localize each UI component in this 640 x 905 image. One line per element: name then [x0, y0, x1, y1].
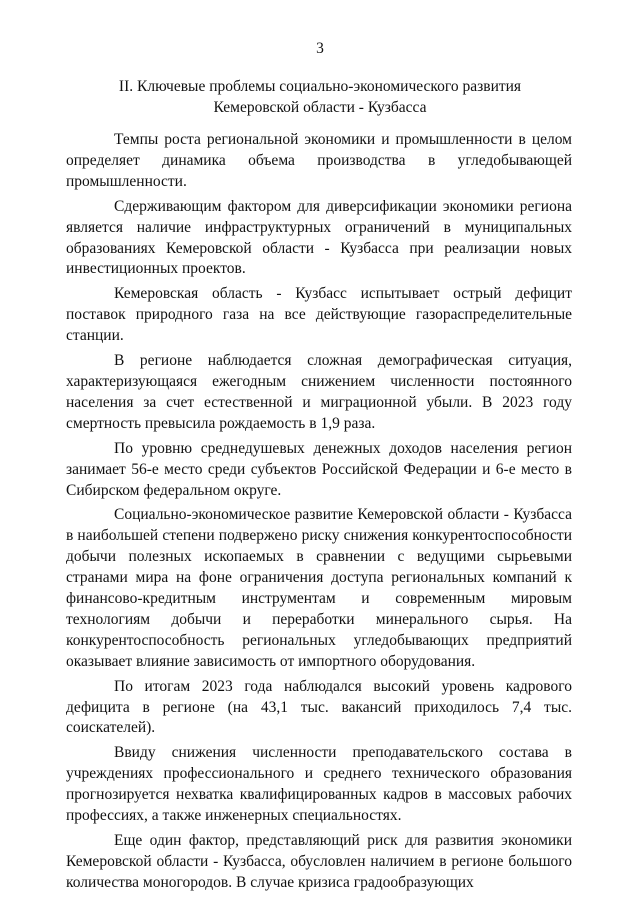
paragraph: Ввиду снижения численности преподавательского состава в учреждениях профессионального и среднего технического образования прогнозируется нехватка квалифицированных кадров в массовых рабочих профессиях, а также инженерных специальностях.	[66, 744, 572, 825]
paragraph: По итогам 2023 года наблюдался высокий уровень кадрового дефицита в регионе (на 43,1 тыс. вакансий приходилось 7,4 тыс. соискателей).	[66, 677, 572, 737]
paragraph: В регионе наблюдается сложная демографическая ситуация, характеризующаяся ежегодным снижением численности постоянного населения за счет естественной и миграционной убыли. В 2023 году смертность превысила рождаемость в 1,9 раза.	[66, 352, 572, 432]
paragraph: Темпы роста региональной экономики и промышленности в целом определяет динамика объема производства в угледобывающей промышленности.	[66, 131, 572, 190]
section-title-line-1: II. Ключевые проблемы социально-экономического развития	[118, 78, 522, 95]
paragraph: Кемеровская область - Кузбасс испытывает острый дефицит поставок природного газа на все действующие газораспределительные станции.	[66, 285, 572, 345]
paragraph: Социально-экономическое развитие Кемеровской области - Кузбасса в наибольшей степени подвержено риску снижения конкурентоспособности добычи полезных ископаемых в сравнении с ведущими сырьевыми странами мира на фоне ограничения доступа региональных компаний к финансово-кредитным инструментам и современным мировым технологиям добычи и переработки минерального сырья. На конкурентоспособность региональных угледобывающих предприятий оказывает влияние зависимость от импортного оборудования.	[66, 506, 572, 670]
paragraph: Еще один фактор, представляющий риск для развития экономики Кемеровской области - Кузбасса, обусловлен наличием в регионе большого количества моногородов. В случае кризиса градообразующих	[66, 832, 572, 891]
section-title	[60, 76, 580, 118]
body-text	[66, 130, 572, 898]
paragraph: Сдерживающим фактором для диверсификации экономики региона является наличие инфраструктурных ограничений в муниципальных образованиях Кемеровской области - Кузбасса при реализации новых инвестиционных проектов.	[66, 197, 572, 278]
page-number: 3	[316, 40, 324, 57]
paragraph: По уровню среднедушевых денежных доходов населения регион занимает 56-е место среди субъектов Российской Федерации и 6-е место в Сибирском федеральном округе.	[66, 439, 572, 499]
section-title-line-2: Кемеровской области - Кузбасса	[213, 99, 427, 116]
